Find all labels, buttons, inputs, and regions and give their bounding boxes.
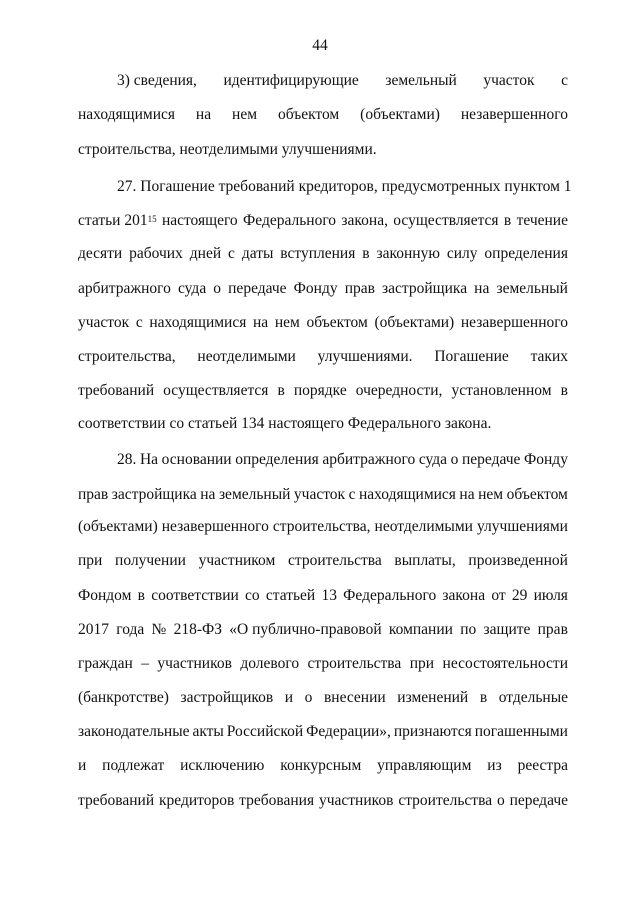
text-line (78, 792, 568, 810)
word: года (116, 621, 145, 638)
word: из (487, 757, 502, 774)
word: строительства, (272, 518, 371, 535)
word: прав (537, 621, 568, 638)
word: объектом (277, 106, 340, 123)
word: участником (198, 552, 276, 569)
word: строительства, (78, 348, 176, 365)
word: строительства (398, 792, 493, 809)
word: 28. (117, 451, 137, 468)
word: строительства (307, 655, 402, 672)
text-line (78, 212, 568, 230)
word: с (561, 72, 568, 89)
word: законодательные (78, 723, 190, 740)
word: 29 (511, 587, 528, 604)
text-line (78, 757, 568, 775)
word: На (139, 451, 159, 468)
page-number: 44 (312, 37, 328, 54)
word: идентифицирующие (223, 72, 359, 89)
word: участок (78, 314, 130, 331)
text-line: строительства, неотделимыми улучшениями. (78, 141, 377, 158)
word: на (474, 280, 490, 297)
word: о (450, 451, 459, 468)
word: вступления (280, 245, 356, 262)
word: Погашение (434, 348, 509, 365)
word: погашенными (474, 723, 568, 740)
word: находящимися (358, 486, 456, 503)
word: арбитражного (78, 280, 171, 297)
word: управляющим (377, 757, 472, 774)
word: строительства (287, 552, 382, 569)
word: прав (78, 486, 109, 503)
word: арбитражного (322, 451, 416, 468)
word: таких (530, 348, 568, 365)
word: долевого (240, 655, 300, 672)
word: Российской (226, 723, 304, 740)
word: определения (235, 451, 319, 468)
word: на (253, 314, 269, 331)
text-line: соответствии со статьей 134 настоящего Федерального закона. (78, 415, 492, 432)
word: по (460, 621, 477, 638)
text-line (117, 451, 568, 469)
word: и (78, 757, 87, 774)
word: даты (241, 245, 274, 262)
word: 13 (321, 587, 337, 604)
text-line (78, 552, 568, 570)
word: установленном (451, 382, 552, 399)
word: Фонду (524, 451, 568, 468)
word: застройщика (111, 486, 197, 503)
word: о (213, 280, 222, 297)
word: основании (161, 451, 232, 468)
text-line (78, 655, 568, 673)
word: Федерального (343, 587, 437, 604)
word: находящимися (78, 106, 175, 123)
word: (объектами) (360, 106, 440, 123)
word: улучшениями. (317, 348, 413, 365)
word: течение (516, 212, 568, 229)
word: на (200, 486, 216, 503)
word: в (560, 382, 568, 399)
word: признаются (393, 723, 472, 740)
word: настоящего (161, 212, 238, 229)
word: (банкротстве) (78, 689, 169, 706)
word: в (362, 245, 370, 262)
word: осуществляется (163, 382, 269, 399)
text-line (78, 723, 568, 741)
text-line (78, 245, 568, 263)
word: произведенной (468, 552, 568, 569)
word: в (479, 689, 488, 706)
word: прав (344, 280, 375, 297)
word: с (228, 245, 235, 262)
word: застройщиков (180, 689, 274, 706)
text-line (78, 486, 568, 504)
word: закона, (341, 212, 388, 229)
word: передаче (462, 451, 521, 468)
word: соответствии (151, 587, 239, 604)
word: при (409, 655, 435, 672)
word: порядке (293, 382, 347, 399)
word: защите (483, 621, 531, 638)
word: передаче (509, 792, 568, 809)
text-line (78, 348, 568, 366)
text-line (78, 621, 568, 639)
word: с (348, 486, 356, 503)
word: 2017 (78, 621, 109, 638)
word: № (151, 621, 167, 638)
word: участок (483, 72, 535, 89)
text-line (78, 314, 568, 332)
word: Фондом (78, 587, 132, 604)
word: определения (484, 245, 568, 262)
word: выплаты, (394, 552, 456, 569)
word: объектом (306, 314, 368, 331)
word: закона (442, 587, 486, 604)
word: «О публично-правовой (229, 621, 382, 638)
word: кредиторов (158, 792, 235, 809)
word: неотделимыми (374, 518, 473, 535)
word: улучшениями (476, 518, 568, 535)
word: Федерации», (306, 723, 391, 740)
word: при (78, 552, 103, 569)
word: отдельные (498, 689, 568, 706)
word: нем (478, 486, 504, 503)
word: нем (274, 314, 300, 331)
text-line (78, 689, 568, 707)
word: незавершенного (161, 518, 269, 535)
word: требований (78, 792, 155, 809)
word: в (137, 587, 145, 604)
word: находящимися (149, 314, 247, 331)
word: – (141, 655, 149, 672)
word: Федерального (243, 212, 337, 229)
word: земельный (218, 486, 291, 503)
word: в (277, 382, 285, 399)
word: Фонду (293, 280, 338, 297)
word: акты (192, 723, 224, 740)
word: и (284, 689, 294, 706)
word: о (496, 792, 505, 809)
word: очередности, (355, 382, 443, 399)
word: передаче (228, 280, 287, 297)
word: силу (446, 245, 478, 262)
word: граждан (78, 655, 133, 672)
word: конкурсным (280, 757, 362, 774)
word: компании (388, 621, 453, 638)
text-line (78, 382, 568, 400)
word: участников (157, 655, 232, 672)
text-line (78, 587, 568, 605)
word: несостоятельности (442, 655, 568, 672)
word: застройщика (382, 280, 468, 297)
word: требования (239, 792, 315, 809)
word: 218-ФЗ (173, 621, 223, 638)
word: суда (177, 280, 207, 297)
word: земельный (385, 72, 457, 89)
word: изменений (397, 689, 469, 706)
word: рабочих (129, 245, 183, 262)
text-line (78, 280, 568, 298)
text-line (78, 106, 568, 124)
word: внесении (323, 689, 386, 706)
word: с (135, 314, 143, 331)
word: реестра (517, 757, 568, 774)
word: дней (189, 245, 222, 262)
word: суда (418, 451, 448, 468)
word: на (459, 486, 475, 503)
word: участников (318, 792, 394, 809)
word: июля (533, 587, 568, 604)
word: земельный (496, 280, 568, 297)
word: осуществляется (393, 212, 499, 229)
word: незавершенного (460, 314, 568, 331)
word: нем (232, 106, 258, 123)
word: законную (376, 245, 440, 262)
word: десяти (78, 245, 123, 262)
text-line: 27. Погашение требований кредиторов, предусмотренных пунктом 1 (117, 178, 572, 195)
text-line (78, 518, 568, 536)
word: получении (115, 552, 186, 569)
word: неотделимыми (197, 348, 296, 365)
word: на (195, 106, 212, 123)
superscript: 15 (147, 214, 157, 224)
word: (объектами) (78, 518, 158, 535)
article-ref: статьи $201^{15}$ (78, 212, 157, 229)
word: статьей (265, 587, 316, 604)
word: от (491, 587, 506, 604)
word: исключению (180, 757, 265, 774)
word: 3) сведения, (117, 72, 197, 89)
word: (объектами) (374, 314, 455, 331)
text-line (117, 72, 568, 90)
word: подлежат (102, 757, 165, 774)
word: участок (293, 486, 346, 503)
word: о (304, 689, 313, 706)
word: требований (78, 382, 155, 399)
word: объектом (506, 486, 568, 503)
word: в (503, 212, 512, 229)
word: со (245, 587, 260, 604)
word: незавершенного (460, 106, 568, 123)
